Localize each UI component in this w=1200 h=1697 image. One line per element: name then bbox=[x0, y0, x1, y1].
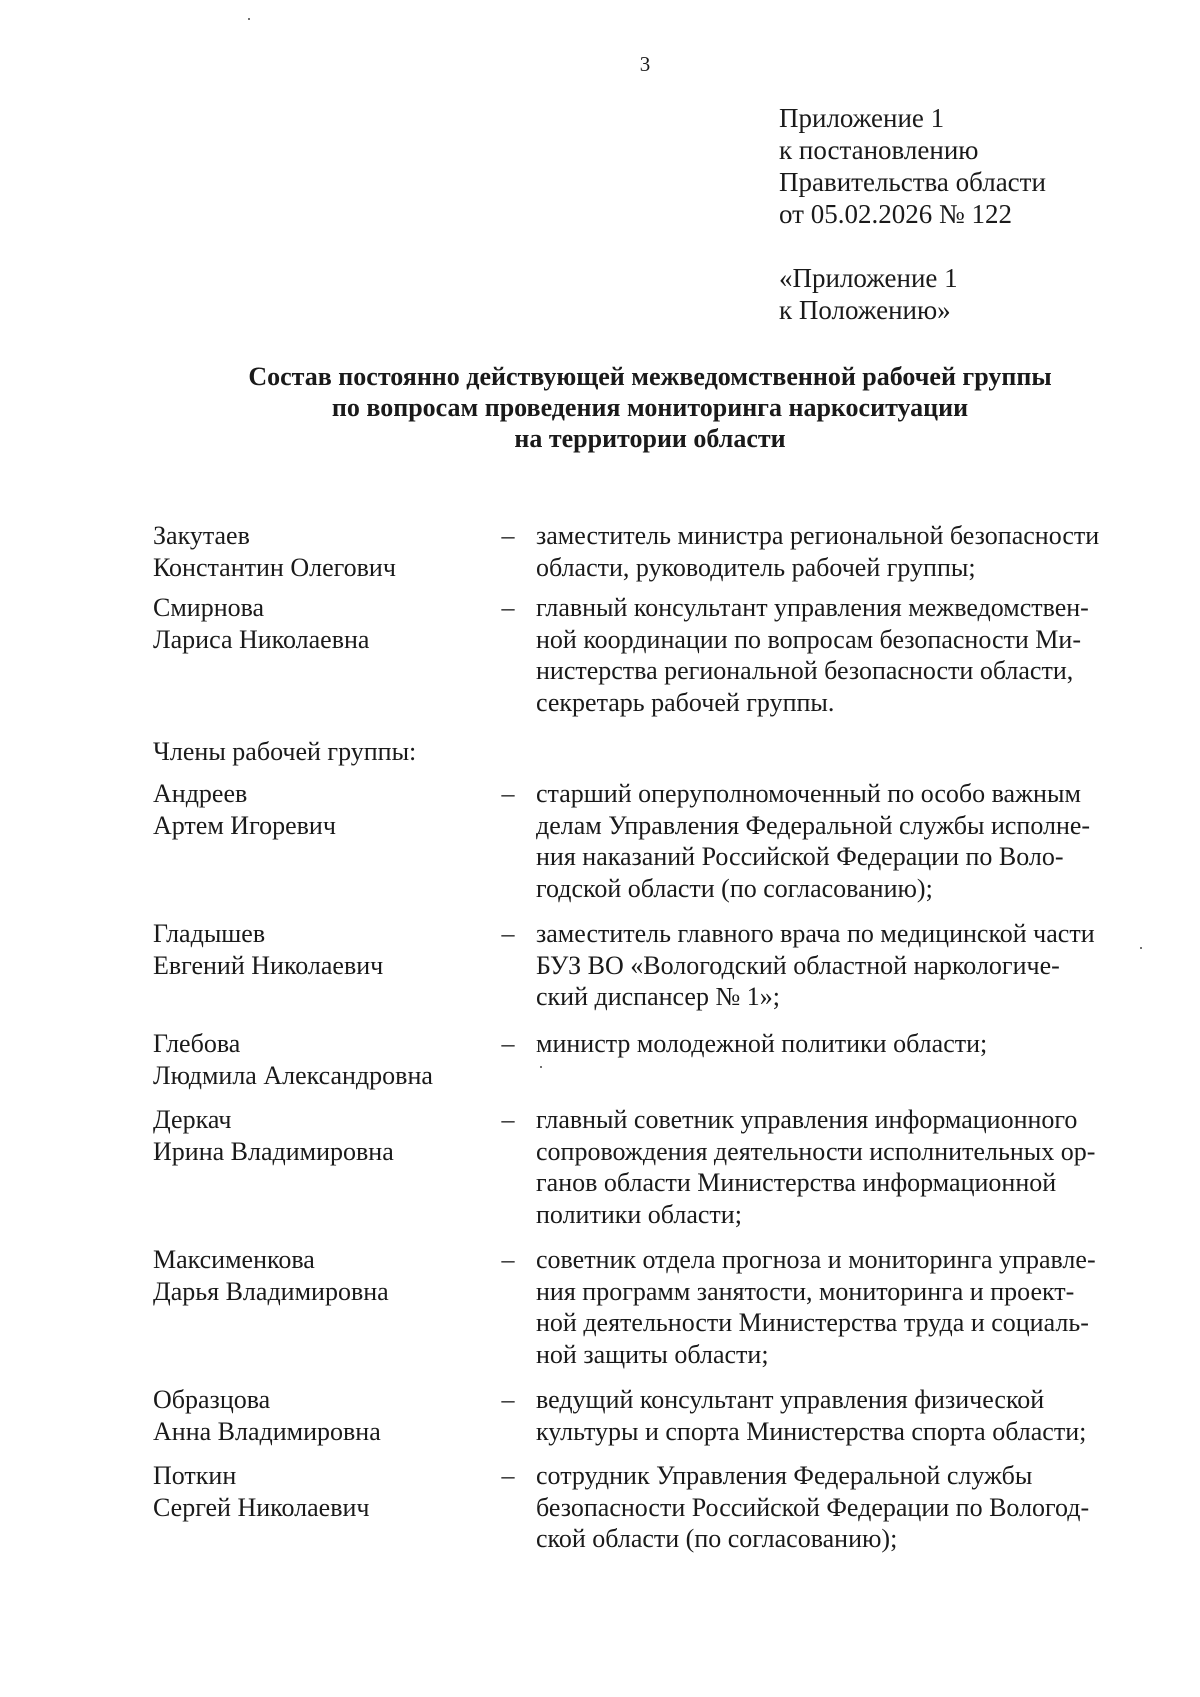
position-line: ной защиты области; bbox=[536, 1339, 769, 1369]
member-given-name: Евгений Николаевич bbox=[153, 950, 384, 980]
scan-speck bbox=[540, 1066, 542, 1068]
members-label: Члены рабочей группы: bbox=[153, 737, 417, 766]
appendix-header bbox=[779, 102, 1046, 230]
dash-separator: – bbox=[501, 1105, 515, 1134]
position-line: ния наказаний Российской Федерации по Воло- bbox=[536, 842, 1064, 871]
position-line: ский диспансер № 1»; bbox=[536, 982, 780, 1011]
dash-separator: – bbox=[501, 1461, 515, 1490]
position-line: сопровождения деятельности исполнительных ор- bbox=[536, 1136, 1096, 1166]
member-surname: Образцова bbox=[153, 1385, 271, 1414]
position-line: ганов области Министерства информационной bbox=[536, 1168, 1057, 1197]
position-line: годской области (по согласованию); bbox=[536, 873, 933, 903]
member-position bbox=[536, 1104, 1154, 1230]
position-line: старший оперуполномоченный по особо важным bbox=[536, 779, 1081, 808]
position-line: делам Управления Федеральной службы исполне- bbox=[536, 810, 1091, 840]
position-line: нистерства региональной безопасности области, bbox=[536, 656, 1074, 685]
position-line: сотрудник Управления Федеральной службы bbox=[536, 1461, 1033, 1490]
position-line: ной координации по вопросам безопасности Ми- bbox=[536, 624, 1081, 654]
dash-separator: – bbox=[501, 779, 515, 808]
member-name bbox=[153, 1244, 483, 1307]
position-line: ведущий консультант управления физической bbox=[536, 1385, 1045, 1414]
member-name bbox=[153, 520, 483, 583]
title-line: по вопросам проведения мониторинга наркоситуации bbox=[331, 393, 969, 422]
member-position bbox=[536, 918, 1154, 1013]
page-number: 3 bbox=[639, 52, 651, 76]
position-line: ской области (по согласованию); bbox=[536, 1524, 898, 1553]
member-given-name: Артем Игоревич bbox=[153, 810, 336, 840]
member-name bbox=[153, 1104, 483, 1167]
member-name bbox=[153, 1028, 483, 1091]
member-given-name: Людмила Александровна bbox=[153, 1060, 433, 1090]
member-position bbox=[536, 778, 1154, 904]
position-line: ной деятельности Министерства труда и социаль- bbox=[536, 1308, 1089, 1337]
appendix-date-line: от 05.02.2026 № 122 bbox=[779, 199, 1012, 229]
member-name bbox=[153, 918, 483, 981]
appendix-line: к постановлению bbox=[779, 135, 979, 165]
appendix-quote bbox=[779, 262, 958, 326]
member-given-name: Ирина Владимировна bbox=[153, 1136, 394, 1166]
member-given-name: Лариса Николаевна bbox=[153, 624, 370, 654]
member-surname: Поткин bbox=[153, 1461, 237, 1490]
position-line: заместитель министра региональной безопасности bbox=[536, 521, 1100, 550]
member-surname: Смирнова bbox=[153, 593, 265, 622]
dash-separator: – bbox=[501, 919, 515, 948]
dash-separator: – bbox=[501, 1385, 515, 1414]
member-position bbox=[536, 1028, 1154, 1060]
dash-separator: – bbox=[501, 593, 515, 622]
member-name bbox=[153, 1384, 483, 1447]
position-line: области, руководитель рабочей группы; bbox=[536, 552, 976, 582]
position-line: министр молодежной политики области; bbox=[536, 1029, 988, 1058]
member-surname: Закутаев bbox=[153, 521, 250, 550]
position-line: советник отдела прогноза и мониторинга управле- bbox=[536, 1245, 1096, 1274]
position-line: безопасности Российской Федерации по Вологод- bbox=[536, 1492, 1090, 1522]
member-surname: Деркач bbox=[153, 1105, 232, 1134]
appendix-line: Приложение 1 bbox=[779, 103, 945, 133]
appendix-quote-line: «Приложение 1 bbox=[779, 263, 958, 293]
dash-separator: – bbox=[501, 1029, 515, 1058]
member-surname: Глебова bbox=[153, 1029, 241, 1058]
member-position bbox=[536, 520, 1154, 583]
title-line: Состав постоянно действующей межведомственной рабочей группы bbox=[248, 362, 1052, 391]
member-given-name: Анна Владимировна bbox=[153, 1416, 381, 1446]
member-name bbox=[153, 1460, 483, 1523]
appendix-line: Правительства области bbox=[779, 167, 1046, 197]
member-position bbox=[536, 1460, 1154, 1555]
member-given-name: Дарья Владимировна bbox=[153, 1276, 389, 1306]
member-name bbox=[153, 778, 483, 841]
position-line: главный консультант управления межведомствен- bbox=[536, 593, 1089, 622]
position-line: БУЗ ВО «Вологодский областной наркологиче- bbox=[536, 950, 1060, 980]
dash-separator: – bbox=[501, 521, 515, 550]
member-position bbox=[536, 1384, 1154, 1447]
member-given-name: Константин Олегович bbox=[153, 552, 396, 582]
member-surname: Андреев bbox=[153, 779, 248, 808]
dash-separator: – bbox=[501, 1245, 515, 1274]
member-given-name: Сергей Николаевич bbox=[153, 1492, 370, 1522]
document-title bbox=[150, 361, 1150, 454]
member-position bbox=[536, 1244, 1154, 1370]
position-line: заместитель главного врача по медицинской части bbox=[536, 919, 1095, 948]
position-line: главный советник управления информационного bbox=[536, 1105, 1078, 1134]
member-name bbox=[153, 592, 483, 655]
member-surname: Гладышев bbox=[153, 919, 266, 948]
member-position bbox=[536, 592, 1154, 718]
position-line: ния программ занятости, мониторинга и проект- bbox=[536, 1276, 1075, 1306]
position-line: политики области; bbox=[536, 1199, 742, 1229]
position-line: культуры и спорта Министерства спорта области; bbox=[536, 1416, 1087, 1446]
title-line: на территории области bbox=[514, 424, 786, 453]
appendix-quote-line: к Положению» bbox=[779, 295, 951, 325]
scan-speck bbox=[248, 18, 250, 20]
member-surname: Максименкова bbox=[153, 1245, 315, 1274]
position-line: секретарь рабочей группы. bbox=[536, 687, 835, 717]
